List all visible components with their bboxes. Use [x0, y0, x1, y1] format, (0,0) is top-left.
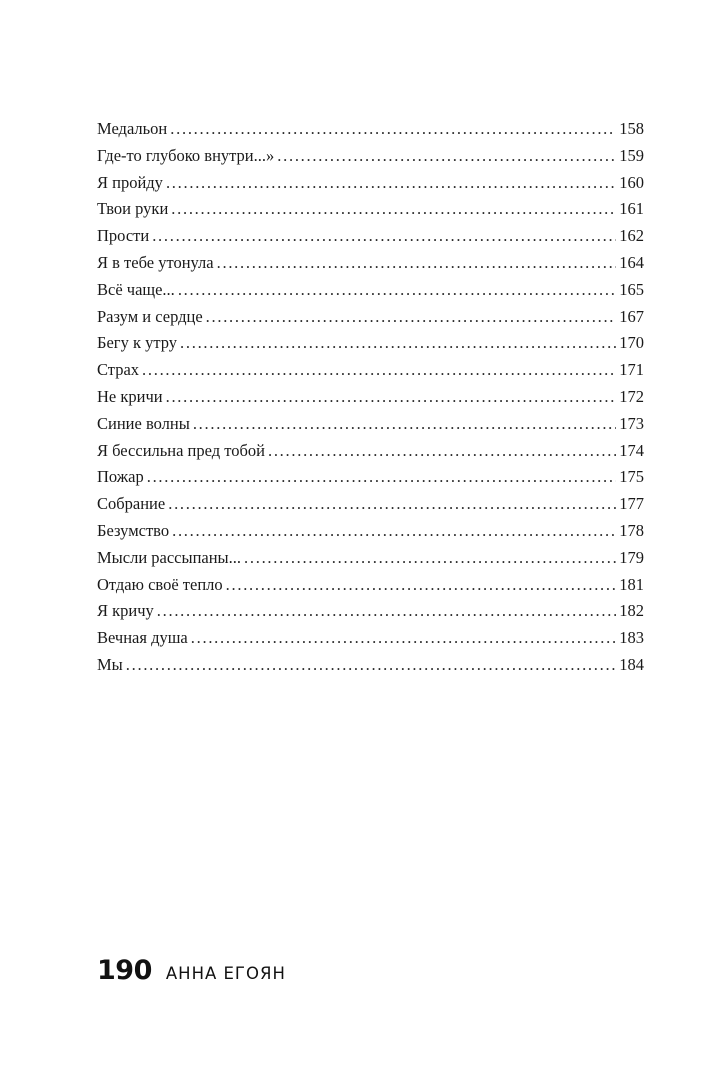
toc-entry-page: 159: [619, 145, 644, 165]
toc-leader-dots: [191, 625, 616, 652]
toc-leader-dots: [147, 464, 617, 491]
toc-entry-page: 170: [619, 333, 644, 353]
toc-entry: [97, 304, 644, 331]
toc-entry-title: Я кричу: [97, 601, 154, 621]
toc-entry-page: 158: [619, 119, 644, 138]
toc-entry-title: Страх: [97, 360, 140, 380]
toc-leader-dots: [178, 277, 616, 304]
toc-entry-page: 165: [619, 279, 644, 299]
toc-leader-dots: [171, 196, 616, 223]
toc-entry-page: 182: [619, 601, 644, 621]
toc-leader-dots: [168, 491, 616, 518]
toc-entry-title: Я в тебе утонула: [97, 252, 214, 272]
toc-entry: [97, 116, 644, 143]
toc-entry-title: Я пройду: [97, 172, 163, 192]
page-footer: [97, 955, 286, 986]
toc-entry: [97, 518, 644, 545]
toc-entry-page: 181: [619, 574, 644, 594]
toc-entry-title: Всё чаще...: [97, 279, 175, 299]
toc-leader-dots: [166, 170, 616, 197]
toc-entry-page: 160: [619, 172, 644, 192]
toc-entry: [97, 598, 644, 625]
toc-entry: [97, 491, 644, 518]
toc-leader-dots: [268, 438, 616, 465]
toc-leader-dots: [244, 545, 616, 572]
toc-leader-dots: [152, 223, 616, 250]
toc-entry: [97, 545, 644, 572]
toc-entry: [97, 357, 644, 384]
toc-entry-page: 174: [619, 440, 644, 460]
toc-entry: [97, 170, 644, 197]
toc-entry-title: Мы: [97, 654, 123, 674]
toc-entry-page: 175: [619, 467, 644, 487]
toc-leader-dots: [172, 518, 616, 545]
toc-entry-page: 164: [619, 252, 644, 272]
toc-entry: [97, 277, 644, 304]
toc-entry: [97, 143, 644, 170]
toc-leader-dots: [217, 250, 617, 277]
page-number: 190: [97, 955, 152, 986]
toc-entry: [97, 652, 644, 679]
toc-leader-dots: [206, 304, 617, 331]
toc-entry: [97, 438, 644, 465]
toc-entry-title: Пожар: [97, 467, 144, 487]
toc-entry-title: Мысли рассыпаны...: [97, 547, 242, 567]
toc-leader-dots: [166, 384, 617, 411]
toc-entry: [97, 464, 644, 491]
toc-entry-title: Медальон: [97, 119, 168, 138]
toc-entry-page: 183: [619, 628, 644, 648]
toc-leader-dots: [226, 572, 617, 599]
toc-leader-dots: [142, 357, 616, 384]
toc-entry-title: Безумство: [97, 520, 170, 540]
toc-leader-dots: [170, 116, 616, 143]
toc-entry: [97, 223, 644, 250]
table-of-contents: [97, 116, 644, 679]
toc-entry-title: Я бессильна пред тобой: [97, 440, 265, 460]
toc-entry: [97, 250, 644, 277]
toc-entry-page: 167: [619, 306, 644, 326]
toc-entry-title: Твои руки: [97, 199, 169, 219]
toc-entry-page: 184: [619, 654, 644, 674]
toc-entry-title: Собрание: [97, 494, 166, 514]
toc-entry-title: Синие волны: [97, 413, 190, 433]
toc-entry-page: 173: [619, 413, 644, 433]
toc-leader-dots: [277, 143, 616, 170]
toc-entry-title: Бегу к утру: [97, 333, 178, 353]
toc-entry: [97, 330, 644, 357]
toc-entry-page: 162: [619, 226, 644, 246]
toc-entry-title: Вечная душа: [97, 628, 188, 648]
toc-entry-page: 172: [619, 386, 644, 406]
toc-leader-dots: [193, 411, 616, 438]
toc-entry-page: 161: [619, 199, 644, 219]
author-name: АННА ЕГОЯН: [165, 964, 286, 983]
toc-leader-dots: [157, 598, 616, 625]
toc-entry: [97, 411, 644, 438]
toc-entry: [97, 572, 644, 599]
toc-entry-title: Прости: [97, 226, 150, 246]
toc-entry-page: 179: [619, 547, 644, 567]
toc-entry: [97, 384, 644, 411]
toc-entry-page: 177: [619, 494, 644, 514]
toc-entry-page: 171: [619, 360, 644, 380]
toc-entry: [97, 196, 644, 223]
toc-entry-page: 178: [619, 520, 644, 540]
toc-entry-title: Отдаю своё тепло: [97, 574, 223, 594]
toc-entry: [97, 625, 644, 652]
toc-leader-dots: [126, 652, 616, 679]
toc-entry-title: Разум и сердце: [97, 306, 203, 326]
toc-entry-title: Не кричи: [97, 386, 163, 406]
toc-leader-dots: [180, 330, 616, 357]
toc-entry-title: Где-то глубоко внутри...»: [97, 145, 275, 165]
